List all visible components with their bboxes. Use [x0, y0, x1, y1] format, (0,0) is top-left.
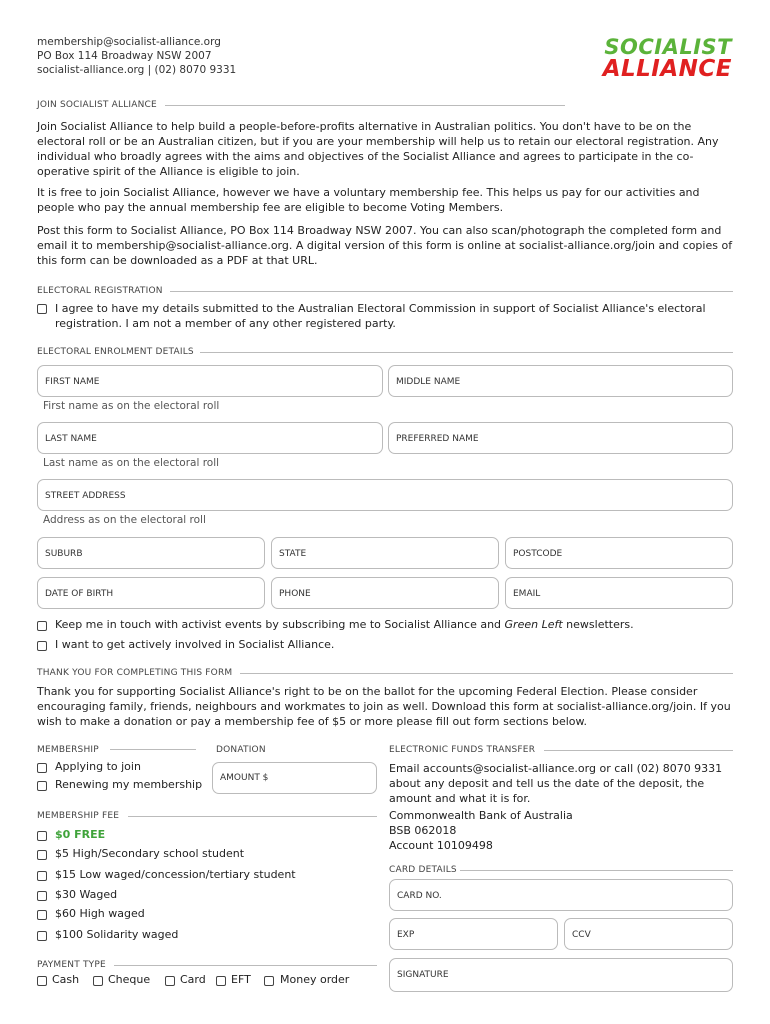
registration-consent-label: I agree to have my details submitted to the Australian Electoral Commission in support of Socialist Alliance's electoral registration. I am not a member of any other registered party. [55, 302, 706, 330]
divider [200, 352, 733, 353]
state-field[interactable] [271, 537, 499, 569]
payment-eft-checkbox[interactable] [216, 976, 226, 986]
signature-field[interactable] [389, 958, 733, 992]
renewing-checkbox[interactable] [37, 781, 47, 791]
fee-30-label: $30 Waged [55, 888, 118, 901]
eft-text: Email accounts@socialist-alliance.org or call (02) 8070 9331 about any deposit and tell us the date of the deposit, the amount and what it is for. [389, 762, 723, 805]
applying-checkbox[interactable] [37, 763, 47, 773]
middle-name-label: MIDDLE NAME [396, 377, 461, 387]
payment-eft-label: EFT [231, 973, 251, 986]
preferred-name-label: PREFERRED NAME [396, 434, 479, 444]
payment-title: PAYMENT TYPE [37, 960, 106, 970]
middle-name-field[interactable] [388, 365, 733, 397]
join-paragraph-3: Post this form to Socialist Alliance, PO Box 114 Broadway NSW 2007. You can also scan/photograph the completed form and email it to membership@socialist-alliance.org. A digital version of this form is online at socialist-alliance.org/join and copies of this form can be downloaded as a PDF at that URL. [37, 224, 733, 267]
contact-address: PO Box 114 Broadway NSW 2007 [37, 50, 212, 62]
divider [165, 105, 565, 106]
dob-label: DATE OF BIRTH [45, 589, 114, 599]
suburb-label: SUBURB [45, 549, 83, 559]
card-ccv-field[interactable] [564, 918, 733, 950]
divider [170, 291, 733, 292]
payment-cash-checkbox[interactable] [37, 976, 47, 986]
donation-amount-field[interactable] [212, 762, 377, 794]
logo-line1: SOCIALIST [604, 35, 732, 59]
street-address-label: STREET ADDRESS [45, 491, 126, 501]
divider [544, 750, 733, 751]
card-number-field[interactable] [389, 879, 733, 911]
newsletter-checkbox[interactable] [37, 621, 47, 631]
suburb-field[interactable] [37, 537, 265, 569]
payment-cheque-label: Cheque [108, 973, 151, 986]
eft-bank: Commonwealth Bank of Australia [389, 809, 573, 822]
phone-label: PHONE [279, 589, 311, 599]
donation-amount-label: AMOUNT $ [220, 773, 269, 783]
last-name-label: LAST NAME [45, 434, 97, 444]
last-name-field[interactable] [37, 422, 383, 454]
fee-free-checkbox[interactable] [37, 831, 47, 841]
membership-title: MEMBERSHIP [37, 745, 99, 755]
newsletter-text: Keep me in touch with activist events by subscribing me to Socialist Alliance and [55, 618, 505, 631]
dob-field[interactable] [37, 577, 265, 609]
first-name-hint: First name as on the electoral roll [43, 400, 220, 412]
fee-5-label: $5 High/Secondary school student [55, 847, 245, 860]
divider [110, 749, 196, 750]
fee-100-checkbox[interactable] [37, 931, 47, 941]
join-paragraph-2: It is free to join Socialist Alliance, however we have a voluntary membership fee. This helps us pay for our activities and people who pay the annual membership fee are eligible to become Voting Members. [37, 186, 700, 214]
card-ccv-label: CCV [572, 930, 591, 940]
join-paragraph-1: Join Socialist Alliance to help build a people-before-profits alternative in Australian politics. You don't have to be on the electoral roll or be an Australian citizen, but if you are your membership will help us to retain our electoral registration. Any individual who broadly agrees with the aims and objectives of the Socialist Alliance and agrees to participate in the co-operative spirit of the Alliance is eligible to join. [37, 120, 719, 178]
registration-consent-checkbox[interactable] [37, 304, 47, 314]
payment-cash-label: Cash [52, 973, 80, 986]
email-field[interactable] [505, 577, 733, 609]
divider [128, 816, 377, 817]
divider [114, 965, 377, 966]
preferred-name-field[interactable] [388, 422, 733, 454]
card-exp-field[interactable] [389, 918, 558, 950]
fee-free-label: $0 FREE [55, 828, 106, 841]
donation-title: DONATION [216, 745, 266, 755]
enrolment-title: ELECTORAL ENROLMENT DETAILS [37, 347, 194, 357]
card-title: CARD DETAILS [389, 865, 457, 875]
join-title: JOIN SOCIALIST ALLIANCE [37, 100, 157, 110]
postcode-label: POSTCODE [513, 549, 563, 559]
eft-bsb: BSB 062018 [389, 824, 457, 837]
payment-money-order-label: Money order [280, 973, 350, 986]
card-exp-label: EXP [397, 930, 415, 940]
involved-label: I want to get actively involved in Socialist Alliance. [55, 638, 335, 651]
first-name-field[interactable] [37, 365, 383, 397]
payment-cheque-checkbox[interactable] [93, 976, 103, 986]
fee-5-checkbox[interactable] [37, 850, 47, 860]
first-name-label: FIRST NAME [45, 377, 100, 387]
divider [460, 870, 733, 871]
fee-100-label: $100 Solidarity waged [55, 928, 179, 941]
payment-card-checkbox[interactable] [165, 976, 175, 986]
eft-account: Account 10109498 [389, 839, 493, 852]
last-name-hint: Last name as on the electoral roll [43, 457, 220, 469]
applying-label: Applying to join [55, 760, 141, 773]
fee-15-label: $15 Low waged/concession/tertiary student [55, 868, 296, 881]
newsletter-label [55, 618, 634, 631]
street-address-field[interactable] [37, 479, 733, 511]
fee-title: MEMBERSHIP FEE [37, 811, 120, 821]
postcode-field[interactable] [505, 537, 733, 569]
email-label: EMAIL [513, 589, 541, 599]
registration-title: ELECTORAL REGISTRATION [37, 286, 163, 296]
fee-60-label: $60 High waged [55, 907, 145, 920]
contact-web-phone: socialist-alliance.org | (02) 8070 9331 [37, 64, 237, 76]
newsletter-text-end: newsletters. [562, 618, 634, 631]
phone-field[interactable] [271, 577, 499, 609]
fee-15-checkbox[interactable] [37, 871, 47, 881]
payment-money-order-checkbox[interactable] [264, 976, 274, 986]
street-address-hint: Address as on the electoral roll [43, 514, 206, 526]
card-number-label: CARD NO. [397, 891, 442, 901]
contact-email: membership@socialist-alliance.org [37, 36, 221, 48]
thanks-text: Thank you for supporting Socialist Alliance's right to be on the ballot for the upcoming Federal Election. Please consider encouraging family, friends, neighbours and workmates to join as well. Download this form at socialist-alliance.org/join. If you wish to make a donation or pay a membership fee of $5 or more please fill out form sections below. [37, 685, 731, 728]
logo [598, 36, 732, 80]
fee-30-checkbox[interactable] [37, 891, 47, 901]
renewing-label: Renewing my membership [55, 778, 203, 791]
thanks-title: THANK YOU FOR COMPLETING THIS FORM [37, 668, 233, 678]
fee-60-checkbox[interactable] [37, 910, 47, 920]
involved-checkbox[interactable] [37, 641, 47, 651]
logo-line2: ALLIANCE [602, 56, 732, 82]
payment-card-label: Card [180, 973, 206, 986]
signature-label: SIGNATURE [397, 970, 449, 980]
eft-title: ELECTRONIC FUNDS TRANSFER [389, 745, 536, 755]
newsletter-green-left: Green Left [504, 618, 563, 631]
state-label: STATE [279, 549, 307, 559]
divider [240, 673, 733, 674]
